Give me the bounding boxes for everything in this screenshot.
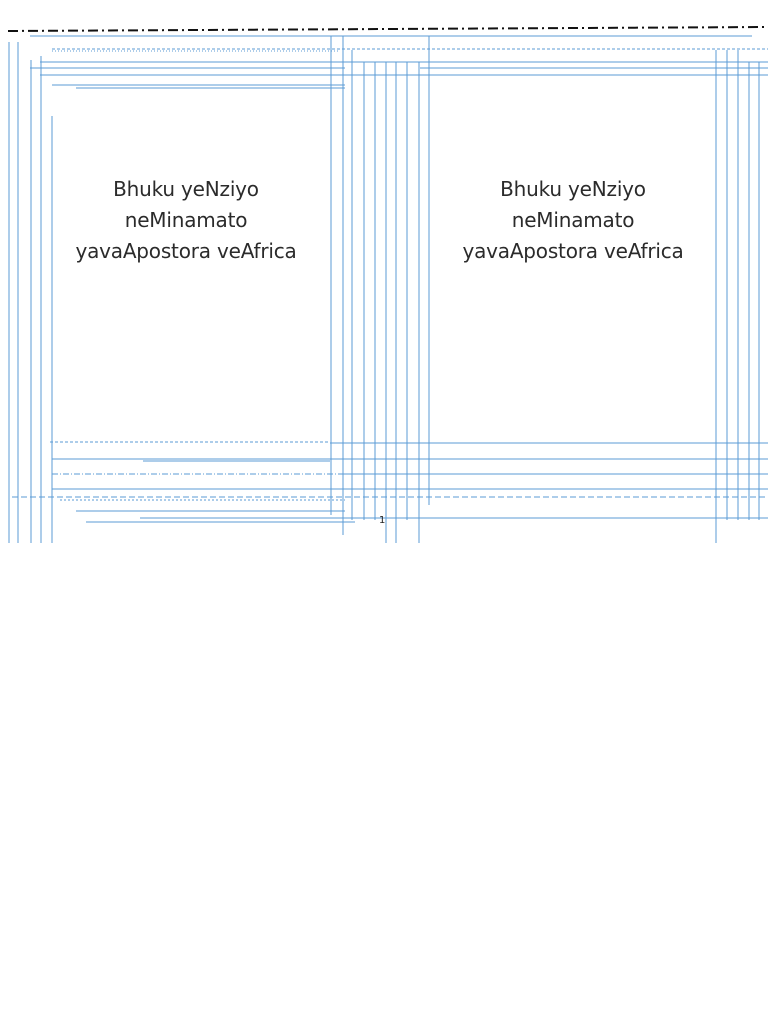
vertical-guides-left: [9, 42, 52, 543]
title-line: yavaApostora veAfrica: [462, 239, 684, 263]
top-cut-line: [8, 27, 768, 31]
title-line: Bhuku yeNziyo: [500, 177, 646, 201]
title-line: neMinamato: [124, 208, 248, 232]
title-line: Bhuku yeNziyo: [113, 177, 259, 201]
vertical-guides-right: [716, 50, 759, 543]
page-number: 1: [379, 515, 386, 526]
page-title-left: [56, 174, 316, 267]
page-title-right: [443, 174, 703, 267]
vertical-guides-center: [331, 36, 429, 543]
horizontal-guides: [12, 36, 768, 522]
title-line: neMinamato: [511, 208, 635, 232]
title-line: yavaApostora veAfrica: [75, 239, 297, 263]
